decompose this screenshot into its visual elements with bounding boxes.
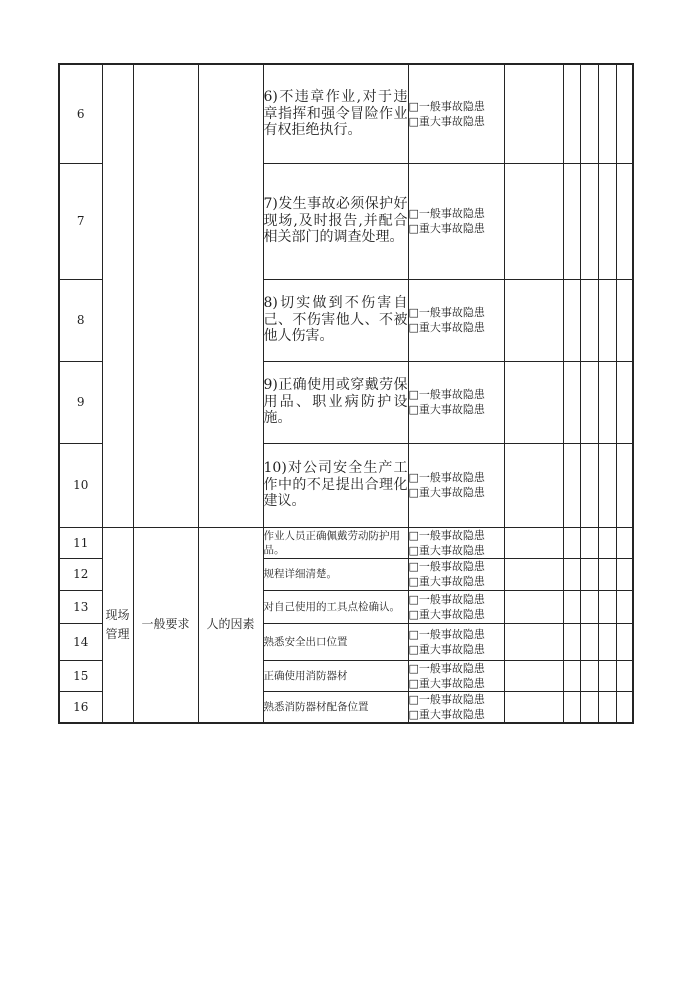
record-cell-wide — [504, 558, 563, 590]
record-cell-narrow — [616, 443, 633, 527]
record-cell-narrow — [616, 361, 633, 443]
record-cell-narrow — [563, 443, 580, 527]
record-cell-wide — [504, 64, 563, 163]
record-cell-narrow — [598, 558, 616, 590]
record-cell-narrow — [616, 163, 633, 279]
general-hazard-checkbox[interactable]: □一般事故隐患 — [408, 99, 485, 113]
record-cell-narrow — [580, 163, 598, 279]
record-cell-narrow — [563, 64, 580, 163]
major-hazard-checkbox[interactable]: □重大事故隐患 — [408, 321, 485, 334]
hazard-type-cell — [408, 163, 504, 279]
record-cell-narrow — [580, 691, 598, 723]
record-cell-wide — [504, 691, 563, 723]
general-hazard-checkbox[interactable]: □一般事故隐患 — [408, 560, 485, 573]
check-item-cell: 8)切实做到不伤害自己、不伤害他人、不被他人伤害。 — [263, 279, 408, 361]
record-cell-narrow — [616, 64, 633, 163]
hazard-type-cell — [408, 64, 504, 163]
row-number-cell: 13 — [59, 590, 102, 623]
record-cell-narrow — [580, 558, 598, 590]
general-hazard-checkbox[interactable]: □一般事故隐患 — [408, 207, 485, 220]
general-hazard-checkbox[interactable]: □一般事故隐患 — [408, 592, 485, 606]
major-hazard-checkbox[interactable]: □重大事故隐患 — [408, 403, 485, 416]
general-hazard-checkbox[interactable]: □一般事故隐患 — [408, 661, 485, 675]
record-cell-narrow — [563, 691, 580, 723]
major-hazard-checkbox[interactable]: □重大事故隐患 — [408, 707, 485, 721]
table-row — [59, 64, 633, 163]
general-hazard-checkbox[interactable]: □一般事故隐患 — [408, 692, 485, 706]
record-cell-narrow — [598, 279, 616, 361]
major-hazard-checkbox[interactable]: □重大事故隐患 — [408, 642, 485, 656]
category-site-management-cell: 现场管理 — [102, 527, 133, 723]
major-hazard-checkbox[interactable]: □重大事故隐患 — [408, 575, 485, 588]
record-cell-narrow — [563, 279, 580, 361]
record-cell-narrow — [616, 691, 633, 723]
general-hazard-checkbox[interactable]: □一般事故隐患 — [408, 388, 485, 401]
record-cell-narrow — [598, 64, 616, 163]
record-cell-narrow — [563, 163, 580, 279]
record-cell-narrow — [563, 558, 580, 590]
general-hazard-checkbox[interactable]: □一般事故隐患 — [408, 528, 485, 542]
category-spacer-cell — [102, 64, 133, 527]
table-row — [59, 527, 633, 558]
record-cell-narrow — [616, 527, 633, 558]
record-cell-narrow — [616, 623, 633, 660]
record-cell-narrow — [563, 361, 580, 443]
record-cell-narrow — [580, 527, 598, 558]
row-number-cell: 14 — [59, 623, 102, 660]
record-cell-narrow — [598, 527, 616, 558]
row-number-cell: 9 — [59, 361, 102, 443]
check-item-cell: 熟悉消防器材配备位置 — [263, 691, 408, 723]
major-hazard-checkbox[interactable]: □重大事故隐患 — [408, 607, 485, 621]
record-cell-narrow — [598, 361, 616, 443]
record-cell-narrow — [563, 623, 580, 660]
category-spacer-cell — [133, 64, 198, 527]
hazard-type-cell — [408, 361, 504, 443]
row-number-cell: 8 — [59, 279, 102, 361]
record-cell-wide — [504, 623, 563, 660]
row-number-cell: 7 — [59, 163, 102, 279]
check-item-cell: 作业人员正确佩戴劳动防护用品。 — [263, 527, 408, 558]
hazard-type-cell — [408, 279, 504, 361]
hazard-checklist-table — [58, 63, 634, 724]
check-item-cell: 正确使用消防器材 — [263, 660, 408, 691]
record-cell-narrow — [598, 163, 616, 279]
major-hazard-checkbox[interactable]: □重大事故隐患 — [408, 676, 485, 690]
major-hazard-checkbox[interactable]: □重大事故隐患 — [408, 222, 485, 235]
record-cell-narrow — [580, 623, 598, 660]
hazard-type-cell — [408, 623, 504, 660]
record-cell-wide — [504, 279, 563, 361]
major-hazard-checkbox[interactable]: □重大事故隐患 — [408, 543, 485, 557]
record-cell-narrow — [616, 660, 633, 691]
record-cell-narrow — [563, 527, 580, 558]
record-cell-wide — [504, 361, 563, 443]
row-number-cell: 11 — [59, 527, 102, 558]
hazard-type-cell — [408, 660, 504, 691]
check-item-cell: 9)正确使用或穿戴劳保用品、职业病防护设施。 — [263, 361, 408, 443]
category-human-factor-cell: 人的因素 — [198, 527, 263, 723]
record-cell-narrow — [580, 361, 598, 443]
check-item-cell: 熟悉安全出口位置 — [263, 623, 408, 660]
record-cell-wide — [504, 163, 563, 279]
record-cell-narrow — [616, 279, 633, 361]
check-item-cell: 对自己使用的工具点检确认。 — [263, 590, 408, 623]
category-general-requirement-cell: 一般要求 — [133, 527, 198, 723]
row-number-cell: 15 — [59, 660, 102, 691]
record-cell-narrow — [580, 590, 598, 623]
row-number-cell: 12 — [59, 558, 102, 590]
hazard-type-cell — [408, 558, 504, 590]
hazard-type-cell — [408, 443, 504, 527]
record-cell-wide — [504, 527, 563, 558]
record-cell-narrow — [616, 590, 633, 623]
check-item-cell: 6)不违章作业,对于违章指挥和强令冒险作业有权拒绝执行。 — [263, 64, 408, 163]
record-cell-narrow — [598, 691, 616, 723]
row-number-cell: 16 — [59, 691, 102, 723]
record-cell-wide — [504, 590, 563, 623]
record-cell-narrow — [598, 443, 616, 527]
record-cell-narrow — [616, 558, 633, 590]
record-cell-narrow — [580, 660, 598, 691]
record-cell-narrow — [598, 660, 616, 691]
hazard-type-cell — [408, 527, 504, 558]
category-spacer-cell — [198, 64, 263, 527]
hazard-type-cell — [408, 691, 504, 723]
major-hazard-checkbox[interactable]: □重大事故隐患 — [408, 486, 485, 499]
record-cell-wide — [504, 660, 563, 691]
record-cell-wide — [504, 443, 563, 527]
row-number-cell: 6 — [59, 64, 102, 163]
hazard-type-cell — [408, 590, 504, 623]
check-item-cell: 10)对公司安全生产工作中的不足提出合理化建议。 — [263, 443, 408, 527]
check-item-cell: 7)发生事故必须保护好现场,及时报告,并配合相关部门的调查处理。 — [263, 163, 408, 279]
record-cell-narrow — [580, 279, 598, 361]
check-item-cell: 规程详细清楚。 — [263, 558, 408, 590]
record-cell-narrow — [580, 443, 598, 527]
major-hazard-checkbox[interactable]: □重大事故隐患 — [408, 114, 485, 128]
general-hazard-checkbox[interactable]: □一般事故隐患 — [408, 471, 485, 484]
record-cell-narrow — [598, 590, 616, 623]
record-cell-narrow — [563, 660, 580, 691]
record-cell-narrow — [580, 64, 598, 163]
general-hazard-checkbox[interactable]: □一般事故隐患 — [408, 306, 485, 319]
general-hazard-checkbox[interactable]: □一般事故隐患 — [408, 627, 485, 641]
row-number-cell: 10 — [59, 443, 102, 527]
record-cell-narrow — [563, 590, 580, 623]
record-cell-narrow — [598, 623, 616, 660]
